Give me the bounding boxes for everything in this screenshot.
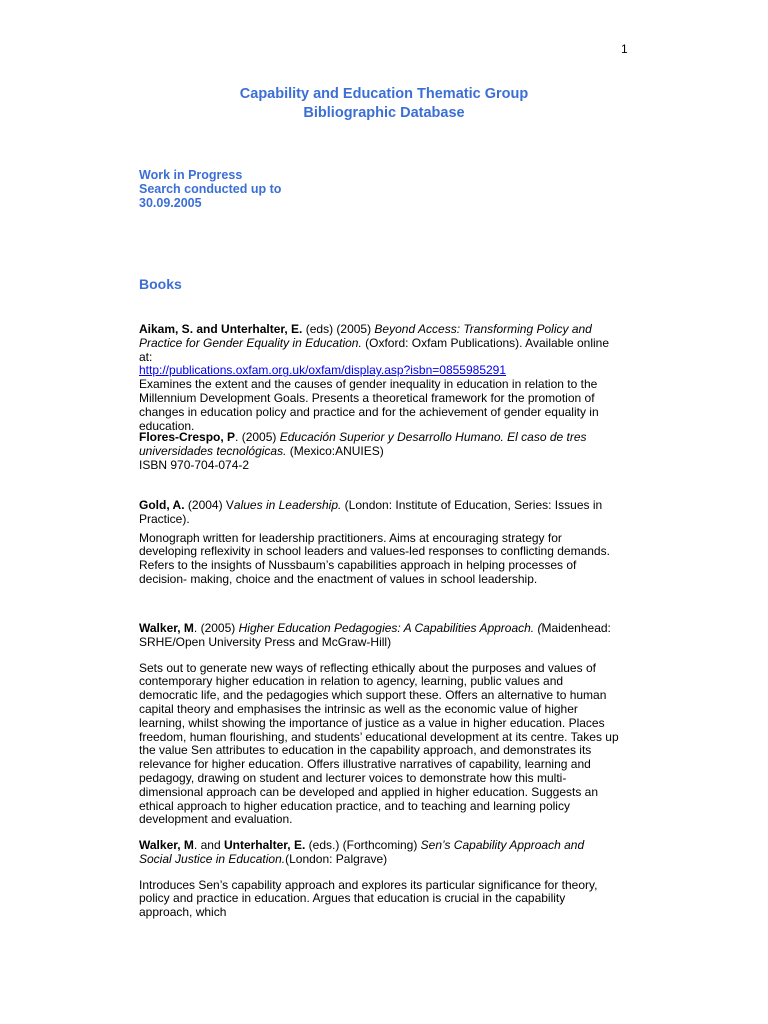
bib-authors: Aikam, S. and Unterhalter, E. <box>139 322 303 336</box>
bib-year: (eds) (2005) <box>302 322 375 336</box>
document-title <box>0 85 768 123</box>
bib-title: Higher Education Pedagogies: A Capabilities Approach. ( <box>238 621 542 635</box>
bib-author-2: Unterhalter, E. <box>223 838 306 852</box>
status-line-1: Work in Progress <box>139 168 243 182</box>
bib-entry <box>139 622 619 827</box>
bib-publisher: (Mexico:ANUIES) <box>286 443 384 458</box>
bib-entry <box>139 431 619 472</box>
bib-year: (eds.) (Forthcoming) <box>305 838 421 852</box>
bib-year: . (2005) <box>235 430 280 444</box>
bib-description: Sets out to generate new ways of reflecting ethically about the purposes and values of contemporary higher education in relation to agency, learning, public values and democratic life, and the pedagogies which support these. Offers an alternative to human capital theory and emphasises the intrinsic as well as the economic value of higher learning, whilst showing the importance of justice as a value in higher education. Places freedom, human flourishing, and students’ educational development at its centre. Takes up the value Sen attributes to education in the capability approach, and demonstrates its relevance for higher education. Offers illustrative narratives of capability, learning and pedagogy, drawing on student and lecturer voices to demonstrate how this multi-dimensional approach can be developed and applied in higher education. Suggests an ethical approach to higher education practice, and to teaching and learning policy development and evaluation. <box>139 660 619 827</box>
bib-citation <box>139 839 619 867</box>
bib-citation <box>139 622 619 650</box>
bib-publisher: Maidenhead: SRHE/Open University Press and McGraw-Hill) <box>139 621 611 649</box>
bib-description: Introduces Sen’s capability approach and explores its particular significance for theory, policy and practice in education. Argues that education is crucial in the capability approach, which <box>139 877 598 920</box>
bib-url-link[interactable]: http://publications.oxfam.org.uk/oxfam/display.asp?isbn=0855985291 <box>139 363 507 378</box>
bib-authors: Walker, M <box>139 621 194 635</box>
bib-title: Sen’s Capability Approach and Social Justice in Education. <box>139 838 585 866</box>
bib-title: Educación Superior y Desarrollo Humano. El caso de tres universidades tecnológicas. <box>139 430 587 458</box>
bib-publisher: (London: Palgrave) <box>285 851 388 866</box>
bib-title: alues in Leadership. <box>233 498 342 512</box>
bib-and: . and <box>193 838 224 852</box>
bib-isbn: ISBN 970-704-074-2 <box>139 457 250 472</box>
bib-description: Examines the extent and the causes of gender inequality in education in relation to the Millennium Development Goals. Presents a theoretical framework for the promotion of changes in education policy and practice and for the achievement of gender equality in education. <box>139 377 599 433</box>
bib-year: (2004) V <box>184 498 234 512</box>
bib-title: Beyond Access: Transforming Policy and Practice for Gender Equality in Education. <box>139 322 592 350</box>
bib-author-1: Walker, M <box>139 838 194 852</box>
title-line-2: Bibliographic Database <box>303 105 465 121</box>
bib-authors: Gold, A. <box>139 498 185 512</box>
bib-entry <box>139 323 619 433</box>
bib-citation <box>139 323 619 364</box>
title-line-1: Capability and Education Thematic Group <box>239 86 529 102</box>
bib-citation <box>139 499 619 527</box>
status-line-3: 30.09.2005 <box>139 196 202 210</box>
bib-description: Monograph written for leadership practitioners. Aims at encouraging strategy for developing reflexivity in school leaders and values-led responses to conflicting demands. Refers to the insights of Nussbaum’s capabilities approach in helping processes of decision- making, choice and the enactment of values in school leadership. <box>139 530 610 586</box>
section-heading-books: Books <box>139 276 182 292</box>
bib-citation <box>139 431 619 459</box>
page-number: 1 <box>621 42 628 56</box>
bib-authors: Flores-Crespo, P <box>139 430 236 444</box>
bib-publisher: (London: Institute of Education, Series: Issues in Practice). <box>139 498 603 526</box>
work-status <box>139 168 281 210</box>
bib-publisher: (Oxford: Oxfam Publications). Available online at: <box>139 335 610 364</box>
bib-entry <box>139 839 619 920</box>
status-line-2: Search conducted up to <box>139 182 282 196</box>
bib-entry <box>139 499 619 587</box>
bib-year: . (2005) <box>193 621 239 635</box>
